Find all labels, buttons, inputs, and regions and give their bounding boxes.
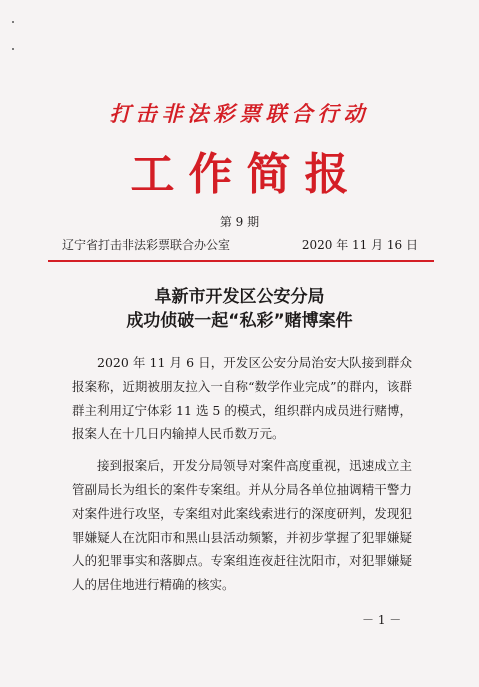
red-divider <box>48 260 434 262</box>
article-headline-line-2: 成功侦破一起“私彩”赌博案件 <box>126 311 353 331</box>
bulletin-title: 工作简报 <box>130 149 363 200</box>
article-paragraph: 接到报案后，开发分局领导对案件高度重视，迅速成立主管副局长为组长的案件专案组。并从分局各单位抽调精干警力对案件进行攻坚，专案组对此案线索进行的深度研判，发现犯罪嫌疑人在沈阳市和黑山县活动频繁，并初步掌握了犯罪嫌疑人的犯罪事实和落脚点。专案组连夜赶往沈阳市，对犯罪嫌疑人的居住地进行精确的核实。 <box>72 458 412 593</box>
issue-number: 第 9 期 <box>219 215 260 229</box>
article-headline-line-1: 阜新市开发区公安分局 <box>154 287 325 307</box>
page-number: － 1 － <box>362 613 402 627</box>
scan-speck <box>12 21 14 23</box>
organization-heading: 打击非法彩票联合行动 <box>109 102 370 126</box>
issuing-office: 辽宁省打击非法彩票联合办公室 <box>62 238 231 252</box>
issue-date: 2020 年 11 月 16 日 <box>301 238 418 252</box>
article-paragraph: 2020 年 11 月 6 日，开发区公安分局治安大队接到群众报案称，近期被朋友拉入一自称“数学作业完成”的群内，该群群主利用辽宁体彩 11 选 5 的模式，组织群内成员进行赌博，报案人在十几日内输掉人民币数万元。 <box>72 355 412 442</box>
scan-speck <box>12 48 14 50</box>
article-body <box>72 351 412 605</box>
